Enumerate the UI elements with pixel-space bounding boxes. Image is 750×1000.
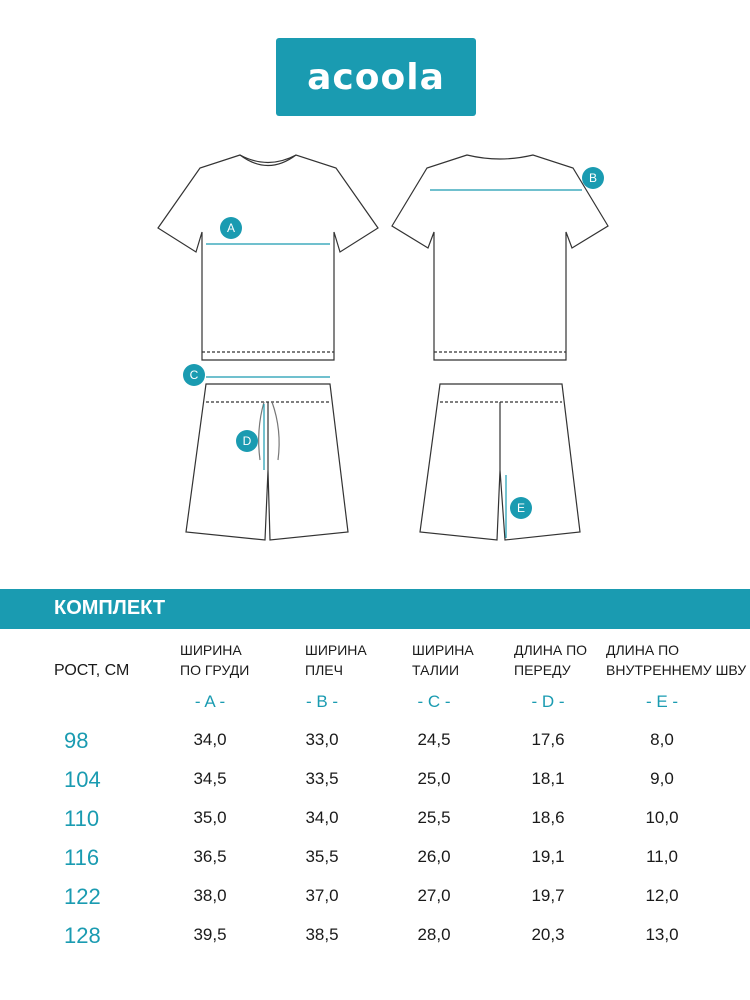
column-header: ДЛИНА ПО ПЕРЕДУ: [514, 642, 588, 678]
row-header: РОСТ, СМ: [54, 662, 130, 679]
table-cell: 10,0: [645, 808, 679, 827]
callout-d-label: D: [242, 434, 252, 448]
table-cell: 18,6: [531, 808, 565, 827]
column-header: ШИРИНА ПО ГРУДИ: [180, 642, 250, 678]
table-cell: 18,1: [531, 769, 565, 788]
table-cell: 11,0: [646, 847, 678, 866]
column-header: ШИРИНА ТАЛИИ: [412, 642, 474, 678]
table-cell: 28,0: [417, 925, 451, 944]
callout-c-label: C: [189, 368, 199, 382]
callout-e-label: E: [516, 501, 526, 515]
table-cell: 8,0: [650, 730, 674, 749]
table-cell: 35,0: [193, 808, 227, 827]
table-cell: 34,5: [193, 769, 227, 788]
size-label: 116: [64, 845, 100, 870]
table-cell: 20,3: [531, 925, 565, 944]
table-cell: 33,5: [305, 769, 339, 788]
size-label: 128: [64, 923, 101, 948]
table-cell: 25,5: [417, 808, 451, 827]
table-cell: 39,5: [193, 925, 227, 944]
table-cell: 38,5: [305, 925, 339, 944]
brand-logo-text: acoola: [307, 56, 445, 98]
table-cell: 35,5: [305, 847, 339, 866]
callout-b-label: B: [588, 171, 598, 185]
table-cell: 34,0: [305, 808, 339, 827]
table-cell: 19,7: [531, 886, 565, 905]
tshirt-front-drawing: [158, 155, 378, 360]
column-code: - A -: [194, 692, 226, 711]
table-cell: 27,0: [417, 886, 451, 905]
table-cell: 17,6: [531, 730, 565, 749]
table-cell: 25,0: [417, 769, 451, 788]
column-header: ШИРИНА ПЛЕЧ: [305, 642, 367, 678]
size-label: 110: [64, 806, 100, 831]
table-cell: 19,1: [531, 847, 565, 866]
table-cell: 9,0: [650, 769, 674, 788]
table-cell: 37,0: [305, 886, 339, 905]
size-label: 104: [64, 767, 101, 792]
column-code: - B -: [305, 692, 339, 711]
column-header: ДЛИНА ПО ВНУТРЕННЕМУ ШВУ: [606, 642, 747, 678]
column-code: - C -: [417, 692, 451, 711]
callout-a-label: A: [226, 221, 236, 235]
brand-logo: [276, 38, 476, 116]
table-cell: 12,0: [645, 886, 679, 905]
section-band: [0, 589, 750, 629]
table-cell: 24,5: [417, 730, 451, 749]
column-code: - D -: [531, 692, 565, 711]
table-cell: 26,0: [417, 847, 451, 866]
table-cell: 38,0: [193, 886, 227, 905]
table-cell: 13,0: [645, 925, 679, 944]
size-label: 98: [64, 728, 89, 753]
column-code: - E -: [645, 692, 679, 711]
table-cell: 33,0: [305, 730, 339, 749]
table-cell: 36,5: [193, 847, 227, 866]
size-label: 122: [64, 884, 101, 909]
section-title: КОМПЛЕКТ: [54, 597, 166, 619]
shorts-front-drawing: [186, 384, 348, 540]
tshirt-back-drawing: [392, 155, 608, 360]
table-cell: 34,0: [193, 730, 227, 749]
garment-drawings: [0, 130, 750, 570]
